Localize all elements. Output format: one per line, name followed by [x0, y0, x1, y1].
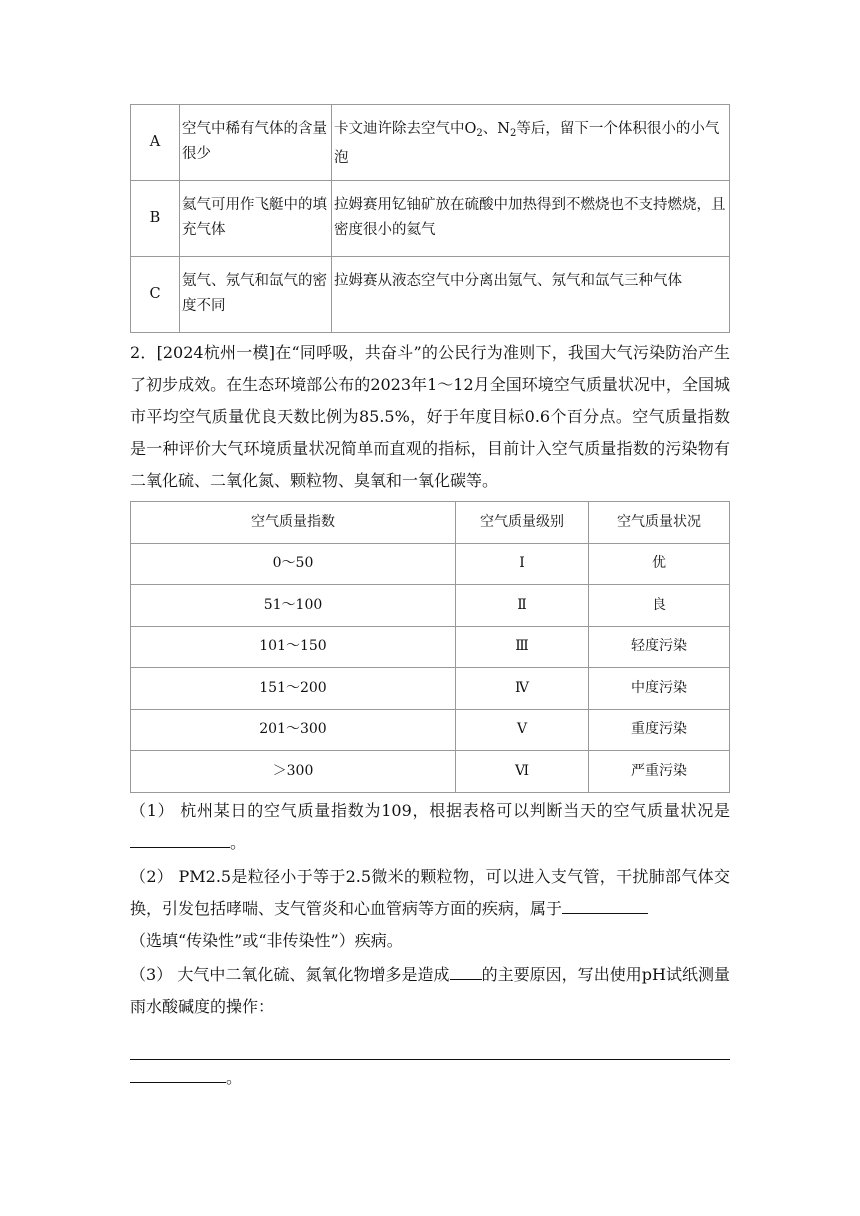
table-row [131, 257, 730, 333]
aqi-level: Ⅵ [456, 751, 589, 793]
row-topic: 氪气、氖气和氙气的密度不同 [180, 257, 332, 333]
column-header: 空气质量状况 [589, 502, 730, 544]
row-fact: 卡文迪许除去空气中$O_2$、$N_2$等后，留下一个体积很小的小气泡 [332, 105, 730, 181]
aqi-range: ＞300 [131, 751, 456, 793]
document-page [130, 104, 730, 1094]
sub-question-2: （2） PM2.5是粒径小于等于2.5微米的颗粒物，可以进入支气管，干扰肺部气体交换，引发包括哮喘、支气管炎和心血管病等方面的疾病，属于 （选填“传染性”或“非传染性”）疾病。 [130, 866, 730, 950]
column-header: 空气质量级别 [456, 502, 589, 544]
aqi-status: 中度污染 [589, 668, 730, 710]
aqi-level: Ⅴ [456, 709, 589, 751]
row-label: A [131, 105, 180, 181]
row-fact: 拉姆赛从液态空气中分离出氪气、氖气和氙气三种气体 [332, 257, 730, 333]
aqi-level: Ⅱ [456, 585, 589, 627]
question-2-intro: 2．[2024杭州一模]在“同呼吸，共奋斗”的公民行为准则下，我国大气污染防治产生了初步成效。在生态环境部公布的2023年1～12月全国环境空气质量状况中，全国城市平均空气质量优良天数比例为85.5%，好于年度目标0.6个百分点。空气质量指数是一种评价大气环境质量状况简单而直观的指标，目前计入空气质量指数的污染物有二氧化硫、二氧化氮、颗粒物、臭氧和一氧化碳等。 [130, 343, 730, 490]
row-label: B [131, 181, 180, 257]
aqi-range: 0～50 [131, 543, 456, 585]
aqi-level: Ⅲ [456, 626, 589, 668]
answer-blank[interactable] [130, 1064, 226, 1083]
sub-question-1: （1） 杭州某日的空气质量指数为109，根据表格可以判断当天的空气质量状况是。 [130, 800, 730, 852]
aqi-status: 重度污染 [589, 709, 730, 751]
answer-blank[interactable] [562, 895, 648, 914]
table-row [131, 585, 730, 627]
aqi-status: 优 [589, 543, 730, 585]
table-row [131, 626, 730, 668]
table-row [131, 543, 730, 585]
answer-blank[interactable] [130, 829, 230, 848]
aqi-table [130, 501, 730, 793]
answer-blank[interactable] [450, 961, 482, 980]
answer-line[interactable] [130, 1027, 730, 1060]
table-header-row [131, 502, 730, 544]
column-header: 空气质量指数 [131, 502, 456, 544]
history-table [130, 104, 730, 333]
table-row [131, 668, 730, 710]
aqi-level: Ⅳ [456, 668, 589, 710]
table-row [131, 181, 730, 257]
aqi-range: 201～300 [131, 709, 456, 751]
table-row [131, 105, 730, 181]
row-topic: 氦气可用作飞艇中的填充气体 [180, 181, 332, 257]
row-topic: 空气中稀有气体的含量很少 [180, 105, 332, 181]
table-row [131, 709, 730, 751]
table-row [131, 751, 730, 793]
aqi-status: 轻度污染 [589, 626, 730, 668]
aqi-status: 良 [589, 585, 730, 627]
aqi-range: 151～200 [131, 668, 456, 710]
answer-line-end: 。 [130, 1062, 730, 1094]
aqi-status: 严重污染 [589, 751, 730, 793]
aqi-range: 51～100 [131, 585, 456, 627]
row-fact: 拉姆赛用钇铀矿放在硫酸中加热得到不燃烧也不支持燃烧，且密度很小的氦气 [332, 181, 730, 257]
row-label: C [131, 257, 180, 333]
aqi-level: Ⅰ [456, 543, 589, 585]
sub-question-3: （3） 大气中二氧化硫、氮氧化物增多是造成 的主要原因，写出使用pH试纸测量雨水酸碱度的操作： [130, 959, 730, 1023]
aqi-range: 101～150 [131, 626, 456, 668]
